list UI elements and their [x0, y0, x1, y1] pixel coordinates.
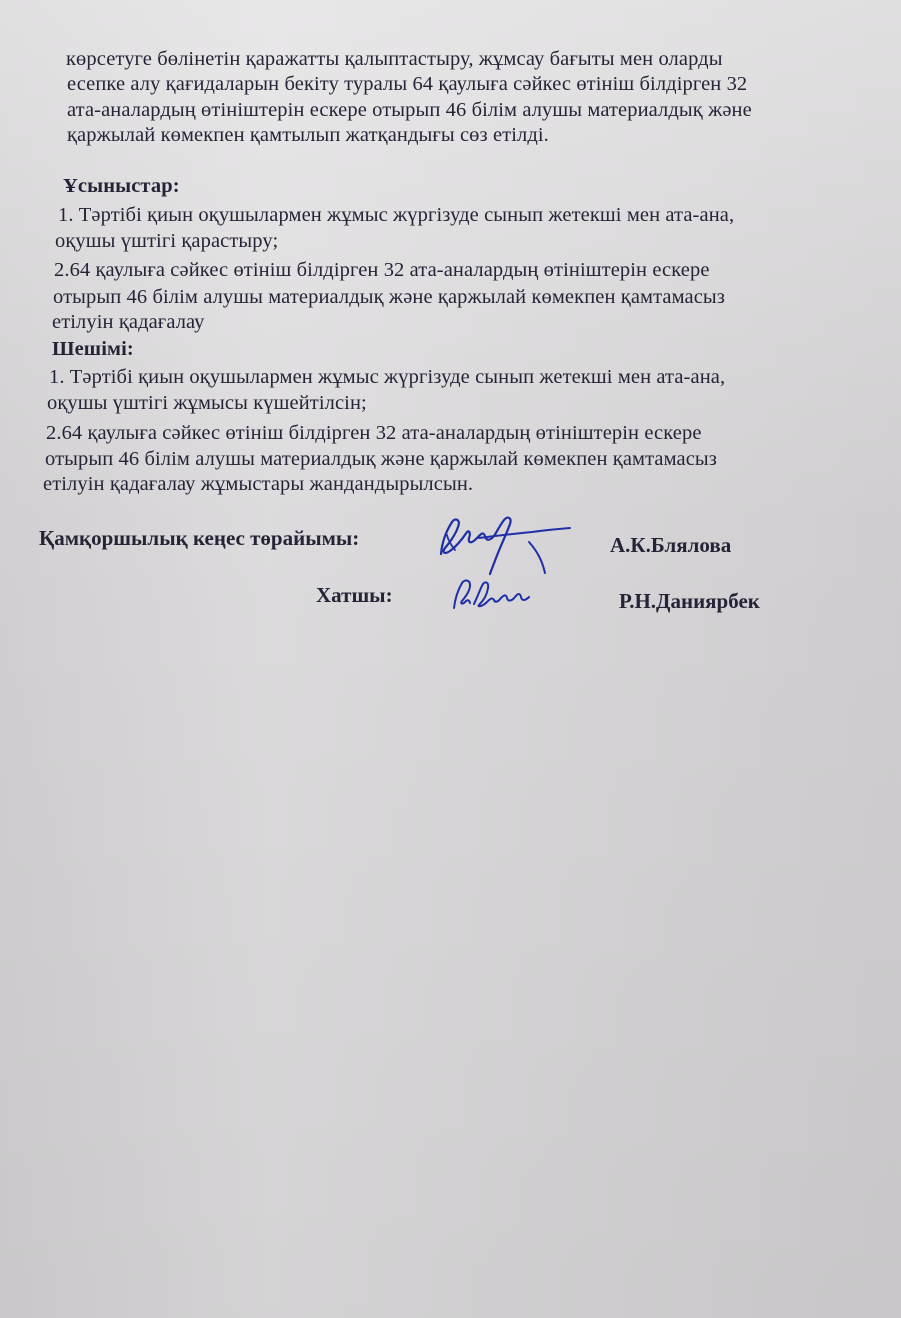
chair-name: А.К.Блялова [610, 533, 732, 557]
intro-line-3: ата-аналардың өтініштерін ескере отырып 46 білім алушы материалдық және [67, 99, 752, 121]
proposal-line-2: оқушы үштігі қарастыру; [55, 230, 279, 252]
secretary-signature [450, 574, 532, 616]
decision-line-1: 1. Тәртібі қиын оқушылармен жұмыс жүргізуде сынып жетекші мен ата-ана, [49, 366, 726, 388]
proposal-line-4: отырып 46 білім алушы материалдық және қаржылай көмекпен қамтамасыз [53, 286, 725, 308]
decision-line-3: 2.64 қаулыға сәйкес өтініш білдірген 32 ата-аналардың өтініштерін ескере [46, 422, 702, 444]
decision-heading: Шешімі: [52, 338, 134, 360]
intro-line-1: көрсетуге бөлінетін қаражатты қалыптастыру, жұмсау бағыты мен оларды [66, 48, 723, 70]
proposals-heading: Ұсыныстар: [63, 175, 180, 197]
secretary-title: Хатшы: [316, 583, 393, 607]
proposal-line-5: етілуін қадағалау [52, 311, 205, 333]
intro-line-4: қаржылай көмекпен қамтылып жатқандығы сөз етілді. [67, 124, 549, 146]
secretary-name: Р.Н.Данияpбек [619, 589, 760, 613]
decision-line-4: отырып 46 білім алушы материалдық және қаржылай көмекпен қамтамасыз [45, 448, 717, 470]
proposal-line-3: 2.64 қаулыға сәйкес өтініш білдірген 32 ата-аналардың өтініштерін ескере [54, 259, 710, 281]
chair-title: Қамқоршылық кеңес төрайымы: [39, 526, 360, 550]
decision-line-5: етілуін қадағалау жұмыстары жандандырылсын. [43, 473, 474, 495]
intro-line-2: есепке алу қағидаларын бекіту туралы 64 қаулыға сәйкес өтініш білдірген 32 [67, 73, 748, 95]
chair-signature [434, 505, 579, 580]
decision-line-2: оқушы үштігі жұмысы күшейтілсін; [47, 392, 367, 414]
proposal-line-1: 1. Тәртібі қиын оқушылармен жұмыс жүргізуде сынып жетекші мен ата-ана, [58, 204, 735, 226]
